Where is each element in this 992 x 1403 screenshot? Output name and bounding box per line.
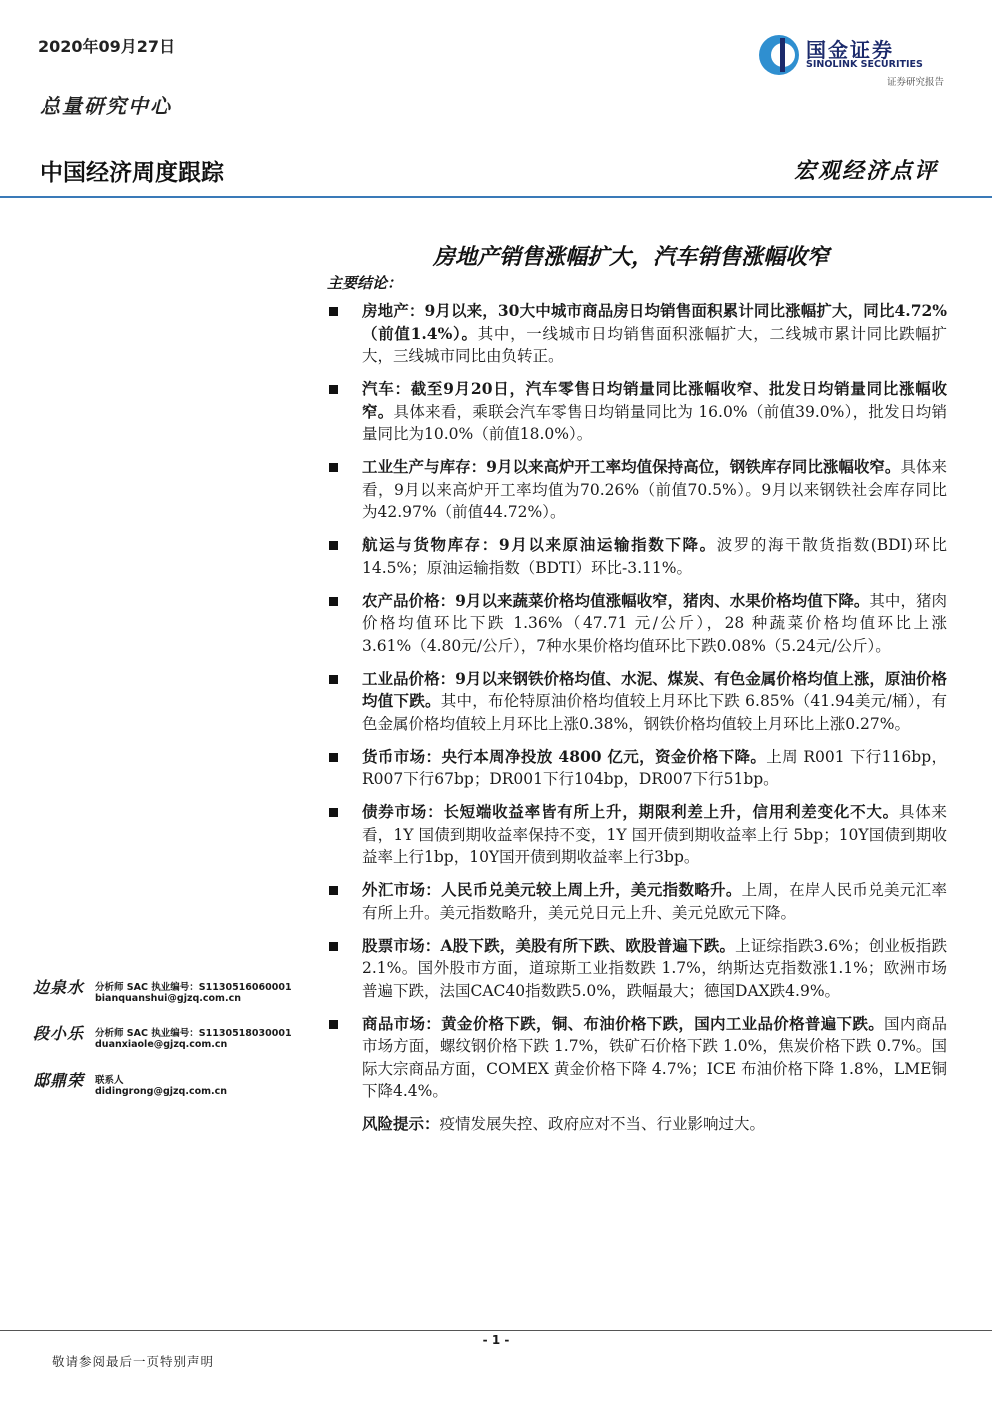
- bullet-square-icon: [329, 1020, 338, 1029]
- bullet-square-icon: [329, 597, 338, 606]
- analyst-role: 分析师 SAC 执业编号：S1130516060001: [95, 982, 292, 993]
- bullet-body: 具体来看，9月以来高炉开工率均值为70.26%（前值70.5%）。9月以来钢铁社会库存同比为42.97%（前值44.72%）。: [362, 458, 947, 521]
- bullet-lead: 农产品价格：9月以来蔬菜价格均值涨幅收窄，猪肉、水果价格均值下降。: [362, 590, 870, 610]
- risk-text: 疫情发展失控、政府应对不当、行业影响过大。: [439, 1115, 766, 1133]
- logo-subtitle: 证券研究报告: [886, 77, 944, 88]
- bullet-square-icon: [329, 307, 338, 316]
- bullet-lead: 货币市场：央行本周净投放 4800 亿元，资金价格下降。: [362, 746, 767, 766]
- bullet-lead: 工业生产与库存：9月以来高炉开工率均值保持高位，钢铁库存同比涨幅收窄。: [362, 457, 901, 476]
- page-number: - 1 -: [482, 1333, 510, 1347]
- bullet-lead: 工业品价格：9月以来钢铁价格均值、水泥、煤炭、有色金属价格均值上涨，原油价格均值下跌。: [362, 668, 947, 710]
- logo-chinese-name: 国金证券: [806, 38, 894, 62]
- analyst-role: 联系人: [95, 1075, 124, 1086]
- bullet-body: 波罗的海干散货指数(BDI)环比14.5%；原油运输指数（BDTI）环比-3.11%。: [362, 536, 947, 577]
- analyst-name: 边泉水: [33, 978, 85, 997]
- bullet-lead: 债券市场：长短端收益率皆有所上升，期限利差上升，信用利差变化不大。: [362, 802, 899, 821]
- analyst-name: 邸鼎荣: [33, 1071, 85, 1090]
- conclusions-list: [327, 300, 947, 1136]
- logo-mark-icon: [756, 32, 802, 78]
- bullet-lead: 房地产：9月以来，30大中城市商品房日均销售面积累计同比涨幅扩大，同比4.72%（前值1.4%）。: [362, 301, 947, 343]
- main-title: 房地产销售涨幅扩大，汽车销售涨幅收窄: [432, 244, 829, 270]
- bullet-body: 上证综指跌3.6%；创业板指跌 2.1%。国外股市方面，道琼斯工业指数跌 1.7%，纳斯达克指数涨1.1%；欧洲市场普遍下跌，法国CAC40指数跌5.0%，跌幅最大；德国DAX跌4.9%。: [362, 936, 947, 1000]
- list-item: [327, 879, 947, 924]
- bullet-body: 具体来看，乘联会汽车零售日均销量同比为 16.0%（前值39.0%），批发日均销量同比为10.0%（前值18.0%）。: [362, 402, 947, 443]
- company-logo: [756, 30, 946, 90]
- footer-divider: [0, 1330, 992, 1331]
- report-date: 2020年09月27日: [38, 37, 176, 56]
- analyst-email[interactable]: didingrong@gjzq.com.cn: [95, 1086, 228, 1097]
- bullet-square-icon: [329, 942, 338, 951]
- bullet-body: 其中，一线城市日均销售面积涨幅扩大，二线城市累计同比跌幅扩大，三线城市同比由负转正。: [362, 324, 947, 365]
- header-divider: [0, 196, 992, 198]
- risk-warning: [327, 1113, 947, 1136]
- analyst-email[interactable]: duanxiaole@gjzq.com.cn: [95, 1039, 228, 1050]
- report-category: 宏观经济点评: [793, 158, 938, 184]
- footer-disclaimer: 敬请参阅最后一页特别声明: [52, 1354, 215, 1369]
- bullet-lead: 股票市场：A股下跌，美股有所下跌、欧股普遍下跌。: [362, 935, 736, 955]
- list-item: [327, 1013, 947, 1103]
- list-item: [327, 590, 947, 658]
- bullet-body: 其中，猪肉价格均值环比下跌 1.36%（47.71 元/公斤），28 种蔬菜价格均值环比上涨3.61%（4.80元/公斤），7种水果价格均值环比下跌0.08%（5.24元/公斤）。: [362, 591, 947, 655]
- analyst-email[interactable]: bianquanshui@gjzq.com.cn: [95, 993, 241, 1004]
- bullet-body: 其中，布伦特原油价格均值较上月环比下跌 6.85%（41.94美元/桶），有色金属价格均值较上月环比上涨0.38%，钢铁价格均值较上月环比上涨0.27%。: [362, 692, 947, 733]
- bullet-body: 国内商品市场方面，螺纹钢价格下跌 1.7%，铁矿石价格下跌 1.0%，焦炭价格下跌 0.7%。国际大宗商品方面，COMEX 黄金价格下降 4.7%；ICE 布油价格下降 1.8%，LME铜下降4.4%。: [362, 1014, 947, 1100]
- analyst-name: 段小乐: [33, 1024, 85, 1043]
- bullet-body: 上周，在岸人民币兑美元汇率有所上升。美元指数略升，美元兑日元上升、美元兑欧元下降。: [362, 881, 947, 922]
- bullet-square-icon: [329, 675, 338, 684]
- logo-english-name: SINOLINK SECURITIES: [806, 59, 923, 70]
- list-item: [327, 456, 947, 524]
- list-item: [327, 378, 947, 446]
- bullet-body: 具体来看，1Y 国债到期收益率保持不变，1Y 国开债到期收益率上行 5bp；10Y国债到期收益率上行1bp，10Y国开债到期收益率上行3bp。: [362, 803, 947, 866]
- conclusions-label: 主要结论：: [327, 274, 403, 292]
- list-item: [327, 668, 947, 736]
- bullet-square-icon: [329, 886, 338, 895]
- bullet-lead: 航运与货物库存：9月以来原油运输指数下降。: [362, 535, 717, 554]
- bullet-lead: 外汇市场：人民币兑美元较上周上升，美元指数略升。: [362, 880, 742, 899]
- main-title-row: [0, 240, 992, 271]
- list-item: [327, 534, 947, 579]
- list-item: [327, 935, 947, 1003]
- bullet-square-icon: [329, 753, 338, 762]
- bullet-lead: 商品市场：黄金价格下跌，铜、布油价格下跌，国内工业品价格普遍下跌。: [362, 1013, 885, 1033]
- bullet-body: 上周 R001 下行116bp，R007下行67bp；DR001下行104bp，DR007下行51bp。: [362, 747, 948, 788]
- risk-label: 风险提示：: [362, 1114, 440, 1133]
- bullet-square-icon: [329, 541, 338, 550]
- department-name: 总量研究中心: [40, 94, 172, 118]
- bullet-square-icon: [329, 385, 338, 394]
- bullet-lead: 汽车：截至9月20日，汽车零售日均销量同比涨幅收窄、批发日均销量同比涨幅收窄。: [362, 379, 947, 421]
- analyst-role: 分析师 SAC 执业编号：S1130518030001: [95, 1028, 292, 1039]
- list-item: [327, 801, 947, 869]
- bullet-square-icon: [329, 463, 338, 472]
- list-item: [327, 746, 947, 791]
- list-item: [327, 300, 947, 368]
- report-series-title: 中国经济周度跟踪: [40, 160, 224, 186]
- bullet-square-icon: [329, 808, 338, 817]
